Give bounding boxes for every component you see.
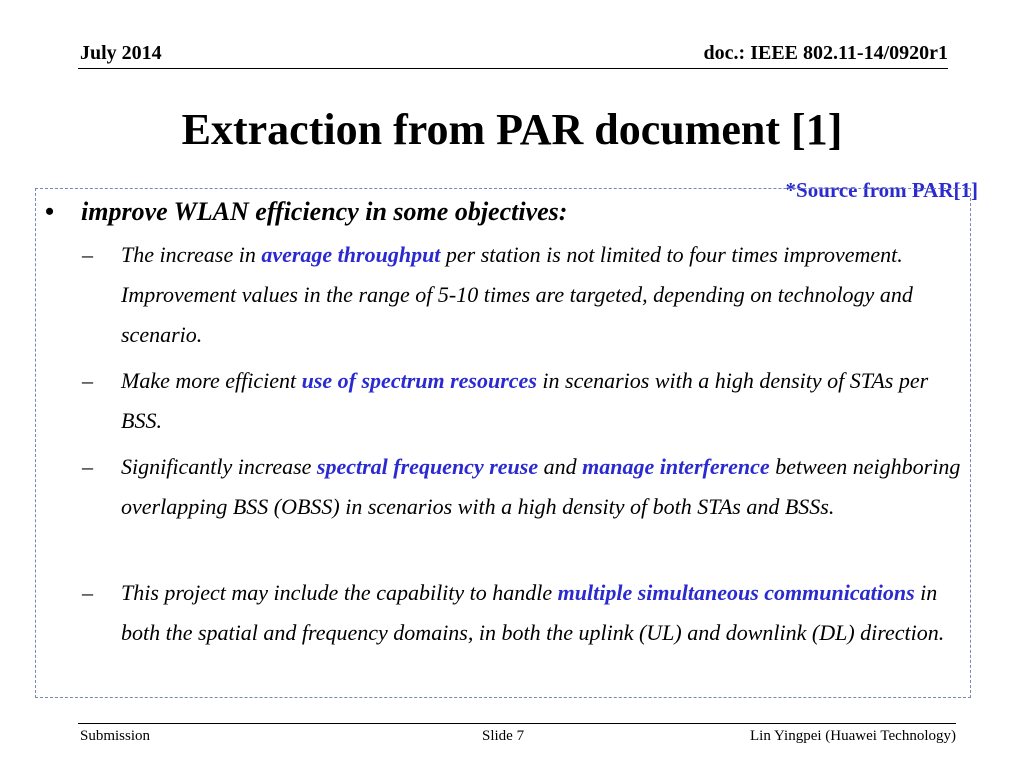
list-item bbox=[82, 447, 962, 527]
list-item bbox=[82, 361, 962, 441]
list-item-text bbox=[121, 235, 962, 355]
source-note: *Source from PAR[1] bbox=[785, 178, 978, 202]
bullet-marker: • bbox=[45, 197, 55, 226]
header-doc-id: doc.: IEEE 802.11-14/0920r1 bbox=[703, 42, 948, 64]
list-item-text bbox=[121, 361, 962, 441]
text-run: Make more efficient bbox=[121, 368, 302, 393]
footer-divider bbox=[78, 723, 956, 724]
text-run: This project may include the capability to handle bbox=[121, 580, 558, 605]
list-item-text bbox=[121, 447, 962, 527]
text-run: between neighboring overlapping BSS (OBSS) in scenarios with a high density of both STAs and BSSs. bbox=[121, 454, 961, 519]
text-run: in both the spatial and frequency domains, in both the uplink (UL) and downlink (DL) direction. bbox=[121, 580, 945, 645]
footer-author: Lin Yingpei (Huawei Technology) bbox=[750, 728, 956, 744]
footer-submission: Submission bbox=[80, 728, 151, 744]
list-item bbox=[82, 573, 962, 653]
text-run: and bbox=[538, 454, 583, 479]
dash-marker: – bbox=[82, 454, 93, 479]
list-item bbox=[82, 235, 962, 355]
dash-marker: – bbox=[82, 242, 93, 267]
highlight-spectrum-resources: use of spectrum resources bbox=[301, 368, 537, 393]
highlight-manage-interference: manage interference bbox=[582, 454, 770, 479]
text-run: Significantly increase bbox=[121, 454, 317, 479]
list-item-text bbox=[121, 573, 962, 653]
header-divider bbox=[78, 68, 948, 69]
header-date: July 2014 bbox=[80, 42, 162, 64]
footer-slide-number: Slide 7 bbox=[482, 728, 525, 744]
text-run: in scenarios with a high density of STAs per BSS. bbox=[121, 368, 929, 433]
dash-marker: – bbox=[82, 580, 93, 605]
highlight-average-throughput: average throughput bbox=[261, 242, 441, 267]
highlight-frequency-reuse: spectral frequency reuse bbox=[316, 454, 539, 479]
text-run: The increase in bbox=[121, 242, 262, 267]
dash-marker: – bbox=[82, 368, 93, 393]
main-bullet-text: improve WLAN efficiency in some objectives: bbox=[81, 197, 568, 226]
slide-title: Extraction from PAR document [1] bbox=[181, 105, 843, 154]
highlight-simultaneous-communications: multiple simultaneous communications bbox=[557, 580, 915, 605]
main-bullet bbox=[45, 197, 567, 227]
text-run: per station is not limited to four times improvement. Improvement values in the range of 5-10 times are targeted, depending on technology and scenario. bbox=[121, 242, 913, 347]
